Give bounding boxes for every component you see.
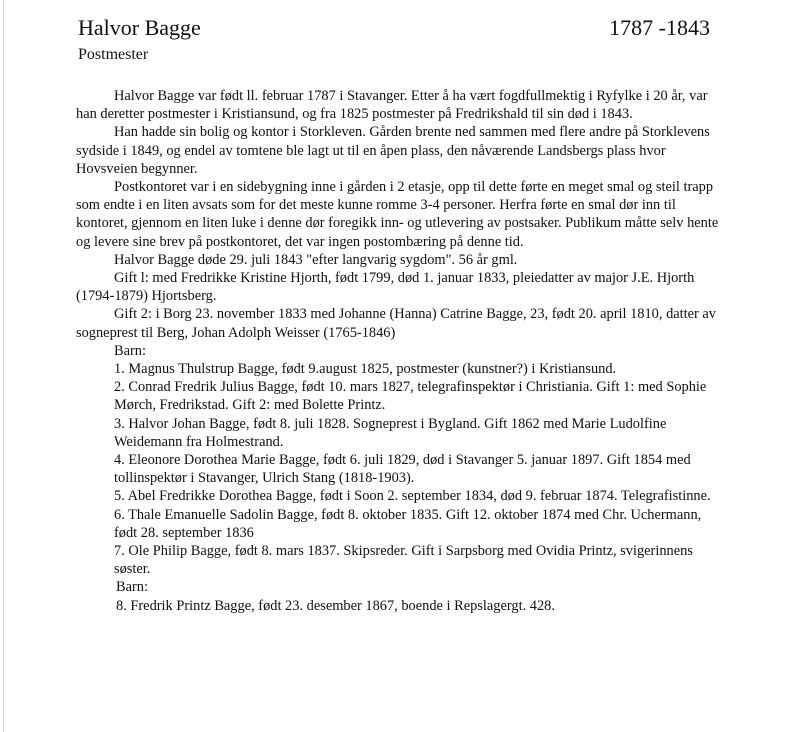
page-edge	[3, 0, 4, 732]
child-entry: 6. Thale Emanuelle Sadolin Bagge, født 8. oktober 1835. Gift 12. oktober 1874 med Chr. Uchermann, født 28. september 1836	[114, 506, 702, 541]
paragraph-post-office: Postkontoret var i en sidebygning inne i gården i 2 etasje, opp til dette førte en meget smal og steil trapp som endte i en liten avsats som for det meste kunne romme 3-4 personer. Herfra førte en smal dør inn til kontoret, gjennom en liten luke i denne dør foregikk inn- og utlevering av postsaker. Publikum måtte selv hente og levere sine brev på postkontoret, det var ingen postombæring på denne tid.	[76, 179, 719, 250]
document-body	[76, 87, 724, 615]
paragraph-marriage-1: Gift l: med Fredrikke Kristine Hjorth, født 1799, død 1. januar 1833, pleiedatter av major J.E. Hjorth (1794-1879) Hjortsberg.	[76, 270, 695, 305]
child-entry: 7. Ole Philip Bagge, født 8. mars 1837. Skipsreder. Gift i Sarpsborg med Ovidia Printz, svigerinnens søster.	[114, 543, 693, 578]
child-entry: 4. Eleonore Dorothea Marie Bagge, født 6. juli 1829, død i Stavanger 5. januar 1897. Gift 1854 med tollinspektør i Stavanger, Ulrich Stang (1818-1903).	[114, 452, 691, 487]
person-title: Postmester	[78, 46, 149, 63]
person-name: Halvor Bagge	[78, 15, 201, 40]
child-entry: 1. Magnus Thulstrup Bagge, født 9.august 1825, postmester (kunstner?) i Kristiansund.	[114, 361, 617, 378]
child-entry: 2. Conrad Fredrik Julius Bagge, født 10. mars 1827, telegrafinspektør i Christiania. Gift 1: med Sophie Mørch, Fredrikstad. Gift 2: med Bolette Printz.	[114, 379, 707, 414]
child-entry: 5. Abel Fredrikke Dorothea Bagge, født i Soon 2. september 1834, død 9. februar 1874. Telegrafistinne.	[114, 488, 711, 505]
child-entry: 3. Halvor Johan Bagge, født 8. juli 1828. Sogneprest i Bygland. Gift 1862 med Marie Ludolfine Weidemann fra Holmestrand.	[114, 415, 667, 450]
grandchildren-heading: Barn:	[116, 579, 148, 596]
paragraph-residence: Han hadde sin bolig og kontor i Storkleven. Gården brente ned sammen med flere andre på Storklevens sydside i 1849, og endel av tomtene ble lagt ut til en åpen plass, den nåværende Landsbergs plass hvor Hovsveien begynner.	[76, 124, 710, 177]
grandchild-entry: 8. Fredrik Printz Bagge, født 23. desember 1867, boende i Repslagergt. 428.	[116, 597, 555, 614]
paragraph-marriage-2: Gift 2: i Borg 23. november 1833 med Johanne (Hanna) Catrine Bagge, 23, født 20. april 1810, datter av sogneprest til Berg, Johan Adolph Weisser (1765-1846)	[76, 306, 717, 341]
paragraph-death: Halvor Bagge døde 29. juli 1843 "efter langvarig sygdom". 56 år gml.	[114, 251, 518, 268]
life-years: 1787 -1843	[609, 15, 710, 40]
paragraph-birth: Halvor Bagge var født ll. februar 1787 i Stavanger. Etter å ha vært fogdfullmektig i Ryfylke i 20 år, var han deretter postmester i Kristiansund, og fra 1825 postmester på Fredrikshald til sin død i 1843.	[76, 88, 708, 123]
children-heading: Barn:	[114, 342, 146, 359]
